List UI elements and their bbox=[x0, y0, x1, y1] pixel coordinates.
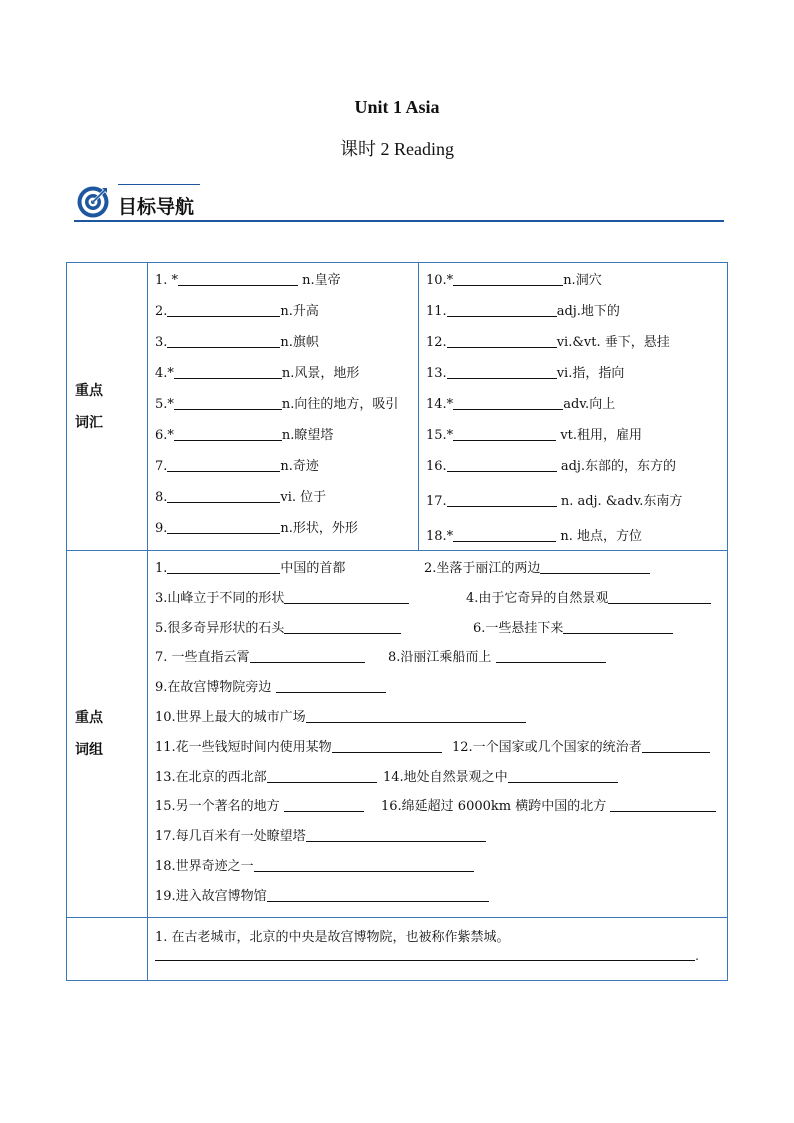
answer-blank[interactable] bbox=[540, 555, 650, 574]
vocab-item: 3. n.旗帜 bbox=[148, 327, 418, 358]
answer-blank[interactable] bbox=[284, 615, 401, 634]
vocab-item: 11. adj.地下的 bbox=[419, 296, 727, 327]
answer-blank[interactable] bbox=[496, 644, 606, 663]
answer-blank[interactable] bbox=[306, 823, 486, 842]
vocab-section bbox=[67, 263, 728, 551]
answer-blank[interactable] bbox=[167, 484, 280, 503]
answer-blank[interactable] bbox=[447, 488, 557, 507]
answer-blank[interactable] bbox=[642, 734, 710, 753]
phrases-section bbox=[67, 551, 728, 918]
answer-blank[interactable] bbox=[453, 267, 563, 286]
answer-blank[interactable] bbox=[167, 329, 280, 348]
section-header bbox=[74, 182, 724, 224]
vocab-category bbox=[67, 263, 148, 551]
vocab-item: 8. vi. 位于 bbox=[148, 482, 418, 513]
vocab-item: 2. n.升高 bbox=[148, 296, 418, 327]
answer-blank[interactable] bbox=[610, 793, 716, 812]
phrase-row: 1. 中国的首都 2.坐落于丽江的两边 bbox=[148, 554, 727, 584]
answer-blank[interactable] bbox=[167, 555, 280, 574]
category-line: 重点 bbox=[75, 382, 103, 399]
phrase-row: 15.另一个著名的地方 16.绵延超过 6000km 横跨中国的北方 bbox=[148, 792, 727, 822]
category-line: 词汇 bbox=[75, 414, 103, 431]
answer-blank[interactable] bbox=[167, 515, 280, 534]
phrase-row: 3.山峰立于不同的形状 4.由于它奇异的自然景观 bbox=[148, 584, 727, 614]
answer-blank[interactable] bbox=[447, 329, 557, 348]
vocab-item: 14.* adv.向上 bbox=[419, 389, 727, 420]
answer-blank[interactable] bbox=[174, 391, 282, 410]
sentence-text: 1. 在古老城市，北京的中央是故宫博物院，也被称作紫禁城。 bbox=[155, 929, 510, 945]
vocab-item: 13. vi.指，指向 bbox=[419, 358, 727, 389]
vocab-item: 15.* vt.租用，雇用 bbox=[419, 420, 727, 451]
answer-line[interactable] bbox=[155, 948, 699, 963]
sentences-category bbox=[67, 917, 148, 980]
phrase-row: 9.在故宫博物院旁边 bbox=[148, 673, 727, 703]
sentences-section bbox=[67, 917, 728, 980]
answer-blank[interactable] bbox=[447, 298, 557, 317]
answer-blank[interactable] bbox=[306, 704, 526, 723]
page-subtitle: 课时 2 Reading bbox=[340, 139, 454, 159]
phrase-row: 17.每几百米有一处瞭望塔 bbox=[148, 822, 727, 852]
sentences-cell bbox=[148, 917, 728, 980]
phrase-row: 18.世界奇迹之一 bbox=[148, 852, 727, 882]
answer-blank[interactable] bbox=[178, 267, 298, 286]
answer-blank[interactable] bbox=[167, 453, 280, 472]
worksheet-table bbox=[66, 262, 728, 981]
answer-blank[interactable] bbox=[447, 453, 557, 472]
vocab-left-column bbox=[148, 263, 419, 551]
answer-blank[interactable] bbox=[267, 764, 377, 783]
phrases-cell bbox=[148, 551, 728, 918]
vocab-item: 10.* n.洞穴 bbox=[419, 265, 727, 296]
header-top-rule bbox=[118, 184, 200, 185]
target-icon bbox=[76, 185, 110, 219]
page-title: Unit 1 Asia bbox=[354, 97, 440, 117]
phrase-row: 13.在北京的西北部 14.地处自然景观之中 bbox=[148, 763, 727, 793]
answer-blank[interactable] bbox=[453, 422, 556, 441]
phrase-row: 19.进入故宫博物馆 bbox=[148, 882, 727, 912]
answer-blank[interactable] bbox=[167, 298, 280, 317]
phrase-row: 11.花一些钱短时间内使用某物 12.一个国家或几个国家的统治者 bbox=[148, 733, 727, 763]
vocab-item: 6.* n.瞭望塔 bbox=[148, 420, 418, 451]
vocab-item: 4.* n.风景，地形 bbox=[148, 358, 418, 389]
answer-blank[interactable] bbox=[284, 793, 364, 812]
answer-blank[interactable] bbox=[508, 764, 618, 783]
answer-blank[interactable] bbox=[254, 853, 474, 872]
sentence-item bbox=[148, 918, 727, 967]
vocab-item: 18.* n. 地点，方位 bbox=[419, 522, 727, 550]
answer-blank[interactable] bbox=[447, 360, 557, 379]
vocab-right-column bbox=[419, 263, 728, 551]
section-label: 目标导航 bbox=[118, 196, 195, 218]
vocab-item: 7. n.奇迹 bbox=[148, 451, 418, 482]
phrase-row: 7. 一些直指云霄 8.沿丽江乘船而上 bbox=[148, 643, 727, 673]
answer-blank[interactable] bbox=[174, 422, 282, 441]
answer-blank[interactable] bbox=[267, 883, 489, 902]
answer-blank[interactable] bbox=[608, 585, 711, 604]
answer-blank[interactable] bbox=[174, 360, 282, 379]
answer-blank[interactable] bbox=[453, 523, 556, 542]
header-divider bbox=[74, 220, 724, 222]
vocab-item: 16. adj.东部的，东方的 bbox=[419, 451, 727, 482]
sentence-end-mark: . bbox=[695, 948, 699, 963]
vocab-item: 9. n.形状，外形 bbox=[148, 513, 418, 544]
vocab-item: 17. n. adj. &adv.东南方 bbox=[419, 482, 727, 522]
phrase-row: 10.世界上最大的城市广场 bbox=[148, 703, 727, 733]
phrase-row: 5.很多奇异形状的石头 6.一些悬挂下来 bbox=[148, 614, 727, 644]
vocab-item: 1. * n.皇帝 bbox=[148, 265, 418, 296]
answer-blank[interactable] bbox=[276, 674, 386, 693]
category-line: 词组 bbox=[75, 741, 103, 758]
vocab-item: 5.* n.向往的地方，吸引 bbox=[148, 389, 418, 420]
answer-blank[interactable] bbox=[563, 615, 673, 634]
answer-blank[interactable] bbox=[284, 585, 409, 604]
answer-blank[interactable] bbox=[332, 734, 442, 753]
phrases-category bbox=[67, 551, 148, 918]
vocab-item: 12. vi.&vt. 垂下，悬挂 bbox=[419, 327, 727, 358]
answer-blank[interactable] bbox=[250, 644, 365, 663]
answer-blank[interactable] bbox=[453, 391, 563, 410]
category-line: 重点 bbox=[75, 709, 103, 726]
